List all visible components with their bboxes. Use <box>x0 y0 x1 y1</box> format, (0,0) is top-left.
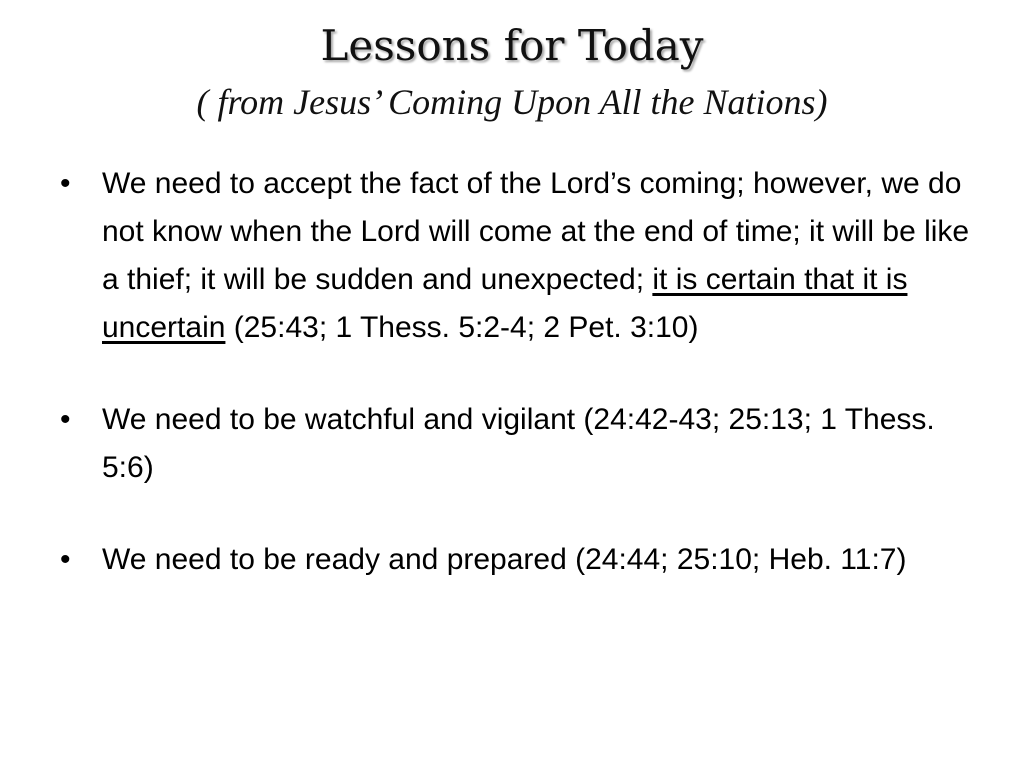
bullet-icon: • <box>60 167 71 200</box>
bullet-item-3 <box>60 536 980 584</box>
slide-title: Lessons for Today <box>320 21 704 70</box>
bullet-reference: (25:43; 1 Thess. 5:2-4; 2 Pet. 3:10) <box>225 311 699 344</box>
bullet-icon: • <box>60 403 71 436</box>
bullet-icon: • <box>60 543 71 576</box>
bullet-item-2 <box>60 396 980 492</box>
bullet-text: We need to be watchful and vigilant (24:42-43; 25:13; 1 Thess. 5:6) <box>102 403 935 484</box>
slide-subtitle: ( from Jesus’ Coming Upon All the Nations) <box>196 82 828 122</box>
bullet-list <box>60 160 980 628</box>
title-block <box>0 18 1024 126</box>
bullet-underlined-text: it is certain that it is uncertain <box>102 263 908 344</box>
bullet-text: We need to be ready and prepared (24:44; 25:10; Heb. 11:7) <box>102 543 907 576</box>
bullet-text: We need to accept the fact of the Lord’s coming; however, we do not know when the Lord will come at the end of time; it will be like a thief; it will be sudden and unexpected; <box>102 167 970 296</box>
bullet-item-1 <box>60 160 980 352</box>
